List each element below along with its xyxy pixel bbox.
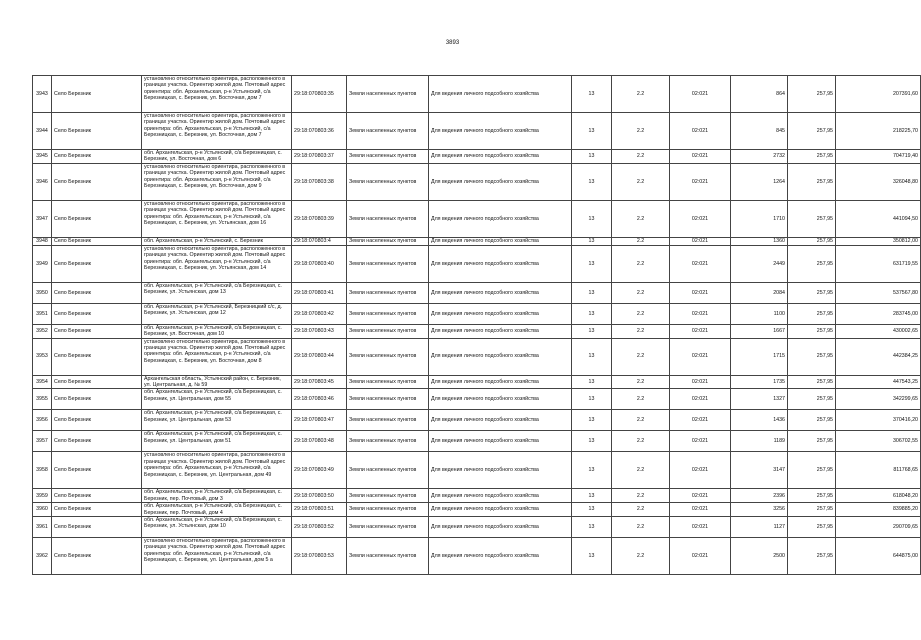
zone-cell: 02:021 [670,410,731,431]
land-category-cell: Земли населенных пунктов [347,245,429,282]
cadastral-number-cell: 29:18:070803:52 [292,517,347,538]
address-cell: обл. Архангельская, р-н Устьянский, с/а Березницкая, с. Березник, ул. Центральная, дом 51 [142,431,292,452]
settlement-cell: Село Березник [52,245,142,282]
use-code-cell: 13 [572,538,612,575]
cadastral-value-cell: 704719,40 [836,150,921,164]
settlement-cell: Село Березник [52,517,142,538]
land-category-cell: Земли населенных пунктов [347,517,429,538]
cadastral-number-cell: 29:18:070803:38 [292,163,347,200]
cadastral-number-cell: 29:18:070803:39 [292,200,347,237]
area-cell: 1710 [731,200,788,237]
land-category-cell: Земли населенных пунктов [347,76,429,113]
rate-cell: 257,95 [788,245,836,282]
land-category-cell: Земли населенных пунктов [347,324,429,338]
area-cell: 1360 [731,237,788,245]
zone-cell: 02:021 [670,375,731,389]
land-category-cell: Земли населенных пунктов [347,237,429,245]
address-cell: обл. Архангельская, р-н Устьянский, с/а Березницкая, с. Березник, ул. Устьянская, дом 10 [142,517,292,538]
zone-cell: 02:021 [670,200,731,237]
zone-cell: 02:021 [670,163,731,200]
rate-cell: 257,95 [788,76,836,113]
use-code-cell: 13 [572,503,612,517]
cadastral-number-cell: 29:18:070803:44 [292,338,347,375]
group-cell: 2.2 [612,452,670,489]
permitted-use-cell: Для ведения личного подсобного хозяйства [429,245,572,282]
group-cell: 2.2 [612,503,670,517]
area-cell: 2449 [731,245,788,282]
permitted-use-cell: Для ведения личного подсобного хозяйства [429,76,572,113]
cadastral-number-cell: 29:18:070803:50 [292,489,347,503]
zone-cell: 02:021 [670,431,731,452]
row-number: 3950 [33,282,52,303]
page-number: 3893 [445,40,460,46]
permitted-use-cell: Для ведения личного подсобного хозяйства [429,517,572,538]
cadastral-value-cell: 326048,80 [836,163,921,200]
settlement-cell: Село Березник [52,303,142,324]
row-number: 3944 [33,113,52,150]
rate-cell: 257,95 [788,282,836,303]
group-cell: 2.2 [612,113,670,150]
settlement-cell: Село Березник [52,324,142,338]
address-cell: обл. Архангельская, р-н Устьянский, с/а Березницкая, с. Березник, ул. Устьянская, дом 13 [142,282,292,303]
group-cell: 2.2 [612,338,670,375]
use-code-cell: 13 [572,431,612,452]
address-cell: обл. Архангельская, р-н Устьянский, с/а Березницкая, с. Березник, ул. Центральная, дом 53 [142,410,292,431]
address-cell: установлено относительно ориентира, расположенного в границах участка. Ориентир жилой дом. Почтовый адрес ориентира: обл. Архангельская, р-н Устьянский, с/а Березницкая, с. Березник, ул. Устьянская, дом 16 [142,200,292,237]
table-row [33,538,921,575]
zone-cell: 02:021 [670,282,731,303]
settlement-cell: Село Березник [52,410,142,431]
zone-cell: 02:021 [670,489,731,503]
cadastral-value-cell: 207391,60 [836,76,921,113]
permitted-use-cell: Для ведения личного подсобного хозяйства [429,324,572,338]
group-cell: 2.2 [612,489,670,503]
permitted-use-cell: Для ведения личного подсобного хозяйства [429,150,572,164]
row-number: 3946 [33,163,52,200]
table-row [33,200,921,237]
permitted-use-cell: Для ведения личного подсобного хозяйства [429,200,572,237]
use-code-cell: 13 [572,237,612,245]
settlement-cell: Село Березник [52,150,142,164]
rate-cell: 257,95 [788,324,836,338]
address-cell: обл. Архангельская, р-н Устьянский, с/а Березницкая, с. Березник, пер. Почтовый, дом 4 [142,503,292,517]
permitted-use-cell: Для ведения личного подсобного хозяйства [429,163,572,200]
group-cell: 2.2 [612,245,670,282]
table-row [33,503,921,517]
row-number: 3947 [33,200,52,237]
address-cell: обл. Архангельская, р-н Устьянский, с/а Березницкая, с. Березник, ул. Восточная, дом 10 [142,324,292,338]
table-body [33,76,921,575]
address-cell: установлено относительно ориентира, расположенного в границах участка. Ориентир жилой дом. Почтовый адрес ориентира: обл. Архангельская, р-н Устьянский, с/а Березницкая, с. Березник, ул. Восточная, дом 7 [142,76,292,113]
cadastral-value-cell: 644875,00 [836,538,921,575]
zone-cell: 02:021 [670,517,731,538]
table-row [33,76,921,113]
rate-cell: 257,95 [788,338,836,375]
area-cell: 1264 [731,163,788,200]
use-code-cell: 13 [572,489,612,503]
settlement-cell: Село Березник [52,200,142,237]
cadastral-number-cell: 29:18:070803:43 [292,324,347,338]
group-cell: 2.2 [612,410,670,431]
permitted-use-cell: Для ведения личного подсобного хозяйства [429,489,572,503]
address-cell: установлено относительно ориентира, расположенного в границах участка. Ориентир жилой дом. Почтовый адрес ориентира: обл. Архангельская, р-н Устьянский, с/а Березницкая, с. Березник, ул. Восточная, дом 7 [142,113,292,150]
address-cell: обл. Архангельская, р-н Устьянский, с. Березник [142,237,292,245]
cadastral-number-cell: 29:18:070803:46 [292,389,347,410]
cadastral-number-cell: 29:18:070803:48 [292,431,347,452]
row-number: 3953 [33,338,52,375]
settlement-cell: Село Березник [52,538,142,575]
settlement-cell: Село Березник [52,431,142,452]
table-row [33,410,921,431]
cadastral-value-cell: 290709,65 [836,517,921,538]
table-row [33,237,921,245]
area-cell: 1715 [731,338,788,375]
settlement-cell: Село Березник [52,163,142,200]
cadastral-number-cell: 29:18:070803:4 [292,237,347,245]
cadastral-value-cell: 442384,25 [836,338,921,375]
permitted-use-cell: Для ведения личного подсобного хозяйства [429,237,572,245]
table-row [33,324,921,338]
use-code-cell: 13 [572,163,612,200]
table-row [33,452,921,489]
row-number: 3948 [33,237,52,245]
row-number: 3962 [33,538,52,575]
zone-cell: 02:021 [670,303,731,324]
zone-cell: 02:021 [670,338,731,375]
rate-cell: 257,95 [788,237,836,245]
cadastral-value-cell: 342299,65 [836,389,921,410]
group-cell: 2.2 [612,150,670,164]
table-row [33,389,921,410]
group-cell: 2.2 [612,163,670,200]
area-cell: 3256 [731,503,788,517]
land-category-cell: Земли населенных пунктов [347,452,429,489]
group-cell: 2.2 [612,517,670,538]
rate-cell: 257,95 [788,503,836,517]
permitted-use-cell: Для ведения личного подсобного хозяйства [429,452,572,489]
group-cell: 2.2 [612,324,670,338]
address-cell: установлено относительно ориентира, расположенного в границах участка. Ориентир жилой дом. Почтовый адрес ориентира: обл. Архангельская, р-н Устьянский, с/а Березницкая, с. Березник, ул. Центральная, дом 5 а [142,538,292,575]
row-number: 3949 [33,245,52,282]
permitted-use-cell: Для ведения личного подсобного хозяйства [429,389,572,410]
use-code-cell: 13 [572,200,612,237]
land-category-cell: Земли населенных пунктов [347,113,429,150]
settlement-cell: Село Березник [52,503,142,517]
settlement-cell: Село Березник [52,282,142,303]
zone-cell: 02:021 [670,113,731,150]
permitted-use-cell: Для ведения личного подсобного хозяйства [429,113,572,150]
settlement-cell: Село Березник [52,452,142,489]
row-number: 3945 [33,150,52,164]
use-code-cell: 13 [572,150,612,164]
row-number: 3959 [33,489,52,503]
land-category-cell: Земли населенных пунктов [347,389,429,410]
land-category-cell: Земли населенных пунктов [347,538,429,575]
land-category-cell: Земли населенных пунктов [347,303,429,324]
rate-cell: 257,95 [788,431,836,452]
land-category-cell: Земли населенных пунктов [347,338,429,375]
zone-cell: 02:021 [670,150,731,164]
use-code-cell: 13 [572,410,612,431]
permitted-use-cell: Для ведения личного подсобного хозяйства [429,503,572,517]
use-code-cell: 13 [572,517,612,538]
use-code-cell: 13 [572,303,612,324]
settlement-cell: Село Березник [52,76,142,113]
cadastral-value-cell: 370416,20 [836,410,921,431]
cadastral-number-cell: 29:18:070803:37 [292,150,347,164]
table-row [33,245,921,282]
cadastral-number-cell: 29:18:070803:49 [292,452,347,489]
rate-cell: 257,95 [788,538,836,575]
address-cell: обл. Архангельская, р-н Устьянский, с/а Березницкая, с. Березник, ул. Центральная, дом 55 [142,389,292,410]
rate-cell: 257,95 [788,452,836,489]
use-code-cell: 13 [572,113,612,150]
rate-cell: 257,95 [788,517,836,538]
table-row [33,113,921,150]
permitted-use-cell: Для ведения личного подсобного хозяйства [429,431,572,452]
area-cell: 2500 [731,538,788,575]
land-category-cell: Земли населенных пунктов [347,375,429,389]
cadastral-value-cell: 839885,20 [836,503,921,517]
zone-cell: 02:021 [670,389,731,410]
address-cell: установлено относительно ориентира, расположенного в границах участка. Ориентир жилой дом. Почтовый адрес ориентира: обл. Архангельская, р-н Устьянский, с/а Березницкая, с. Березник, ул. Центральная, дом 49 [142,452,292,489]
area-cell: 2396 [731,489,788,503]
settlement-cell: Село Березник [52,237,142,245]
permitted-use-cell: Для ведения личного подсобного хозяйства [429,375,572,389]
cadastral-number-cell: 29:18:070803:53 [292,538,347,575]
cadastral-value-cell: 811768,65 [836,452,921,489]
area-cell: 864 [731,76,788,113]
area-cell: 1100 [731,303,788,324]
group-cell: 2.2 [612,538,670,575]
cadastral-value-cell: 306702,55 [836,431,921,452]
permitted-use-cell: Для ведения личного подсобного хозяйства [429,538,572,575]
land-category-cell: Земли населенных пунктов [347,282,429,303]
row-number: 3957 [33,431,52,452]
row-number: 3952 [33,324,52,338]
use-code-cell: 13 [572,452,612,489]
area-cell: 1735 [731,375,788,389]
cadastral-number-cell: 29:18:070803:45 [292,375,347,389]
use-code-cell: 13 [572,282,612,303]
use-code-cell: 13 [572,76,612,113]
cadastral-value-cell: 631719,55 [836,245,921,282]
permitted-use-cell: Для ведения личного подсобного хозяйства [429,303,572,324]
group-cell: 2.2 [612,282,670,303]
cadastral-number-cell: 29:18:070803:40 [292,245,347,282]
cadastral-value-cell: 218225,70 [836,113,921,150]
cadastral-number-cell: 29:18:070803:35 [292,76,347,113]
zone-cell: 02:021 [670,76,731,113]
rate-cell: 257,95 [788,489,836,503]
group-cell: 2.2 [612,375,670,389]
cadastral-value-cell: 350812,00 [836,237,921,245]
permitted-use-cell: Для ведения личного подсобного хозяйства [429,410,572,431]
use-code-cell: 13 [572,389,612,410]
land-category-cell: Земли населенных пунктов [347,431,429,452]
address-cell: обл. Архангельская, р-н Устьянский, с/а Березницкая, с. Березник, пер. Почтовый, дом 3 [142,489,292,503]
area-cell: 1436 [731,410,788,431]
rate-cell: 257,95 [788,303,836,324]
address-cell: Архангельская область, Устьянский район, с. Березник, ул. Центральная, д. № 59 [142,375,292,389]
area-cell: 1189 [731,431,788,452]
rate-cell: 257,95 [788,113,836,150]
permitted-use-cell: Для ведения личного подсобного хозяйства [429,282,572,303]
settlement-cell: Село Березник [52,389,142,410]
cadastral-value-cell: 537567,80 [836,282,921,303]
settlement-cell: Село Березник [52,375,142,389]
rate-cell: 257,95 [788,410,836,431]
area-cell: 3147 [731,452,788,489]
settlement-cell: Село Березник [52,338,142,375]
area-cell: 2732 [731,150,788,164]
rate-cell: 257,95 [788,200,836,237]
table-row [33,282,921,303]
row-number: 3960 [33,503,52,517]
table-row [33,517,921,538]
table-row [33,431,921,452]
row-number: 3958 [33,452,52,489]
land-category-cell: Земли населенных пунктов [347,150,429,164]
rate-cell: 257,95 [788,163,836,200]
cadastral-number-cell: 29:18:070803:51 [292,503,347,517]
address-cell: установлено относительно ориентира, расположенного в границах участка. Ориентир жилой дом. Почтовый адрес ориентира: обл. Архангельская, р-н Устьянский, с/а Березницкая, с. Березник, ул. Восточная, дом 9 [142,163,292,200]
rate-cell: 257,95 [788,150,836,164]
rate-cell: 257,95 [788,389,836,410]
row-number: 3956 [33,410,52,431]
group-cell: 2.2 [612,389,670,410]
table-row [33,375,921,389]
row-number: 3954 [33,375,52,389]
cadastral-value-cell: 430002,65 [836,324,921,338]
group-cell: 2.2 [612,76,670,113]
address-cell: обл. Архангельская, р-н Устьянский, Березницкий с/с, д. Березник, ул. Устьянская, дом 12 [142,303,292,324]
table-row [33,163,921,200]
cadastral-value-cell: 283745,00 [836,303,921,324]
use-code-cell: 13 [572,245,612,282]
area-cell: 2084 [731,282,788,303]
row-number: 3955 [33,389,52,410]
land-category-cell: Земли населенных пунктов [347,200,429,237]
zone-cell: 02:021 [670,324,731,338]
table-row [33,150,921,164]
group-cell: 2.2 [612,200,670,237]
cadastral-number-cell: 29:18:070803:41 [292,282,347,303]
area-cell: 845 [731,113,788,150]
rate-cell: 257,95 [788,375,836,389]
table-row [33,338,921,375]
use-code-cell: 13 [572,375,612,389]
row-number: 3961 [33,517,52,538]
table-row [33,489,921,503]
row-number: 3951 [33,303,52,324]
group-cell: 2.2 [612,237,670,245]
zone-cell: 02:021 [670,538,731,575]
cadastral-number-cell: 29:18:070803:47 [292,410,347,431]
address-cell: установлено относительно ориентира, расположенного в границах участка. Ориентир жилой дом. Почтовый адрес ориентира: обл. Архангельская, р-н Устьянский, с/а Березницкая, с. Березник, ул. Восточная, дом 8 [142,338,292,375]
settlement-cell: Село Березник [52,113,142,150]
zone-cell: 02:021 [670,503,731,517]
use-code-cell: 13 [572,324,612,338]
land-category-cell: Земли населенных пунктов [347,503,429,517]
area-cell: 1667 [731,324,788,338]
use-code-cell: 13 [572,338,612,375]
land-category-cell: Земли населенных пунктов [347,410,429,431]
cadastral-number-cell: 29:18:070803:42 [292,303,347,324]
address-cell: обл. Архангельская, р-н Устьянский, с/а Березницкая, с. Березник, ул. Восточная, дом 6 [142,150,292,164]
address-cell: установлено относительно ориентира, расположенного в границах участка. Ориентир жилой дом. Почтовый адрес ориентира: обл. Архангельская, р-н Устьянский, с/а Березницкая, с. Березник, ул. Устьянская, дом 14 [142,245,292,282]
zone-cell: 02:021 [670,245,731,282]
group-cell: 2.2 [612,431,670,452]
zone-cell: 02:021 [670,237,731,245]
area-cell: 1127 [731,517,788,538]
permitted-use-cell: Для ведения личного подсобного хозяйства [429,338,572,375]
cadastral-number-cell: 29:18:070803:36 [292,113,347,150]
area-cell: 1327 [731,389,788,410]
cadastral-value-cell: 447543,25 [836,375,921,389]
settlement-cell: Село Березник [52,489,142,503]
cadastral-value-cell: 441094,50 [836,200,921,237]
zone-cell: 02:021 [670,452,731,489]
group-cell: 2.2 [612,303,670,324]
land-category-cell: Земли населенных пунктов [347,163,429,200]
table-row [33,303,921,324]
row-number: 3943 [33,76,52,113]
cadastral-value-cell: 618048,20 [836,489,921,503]
land-category-cell: Земли населенных пунктов [347,489,429,503]
land-registry-table [32,75,921,575]
